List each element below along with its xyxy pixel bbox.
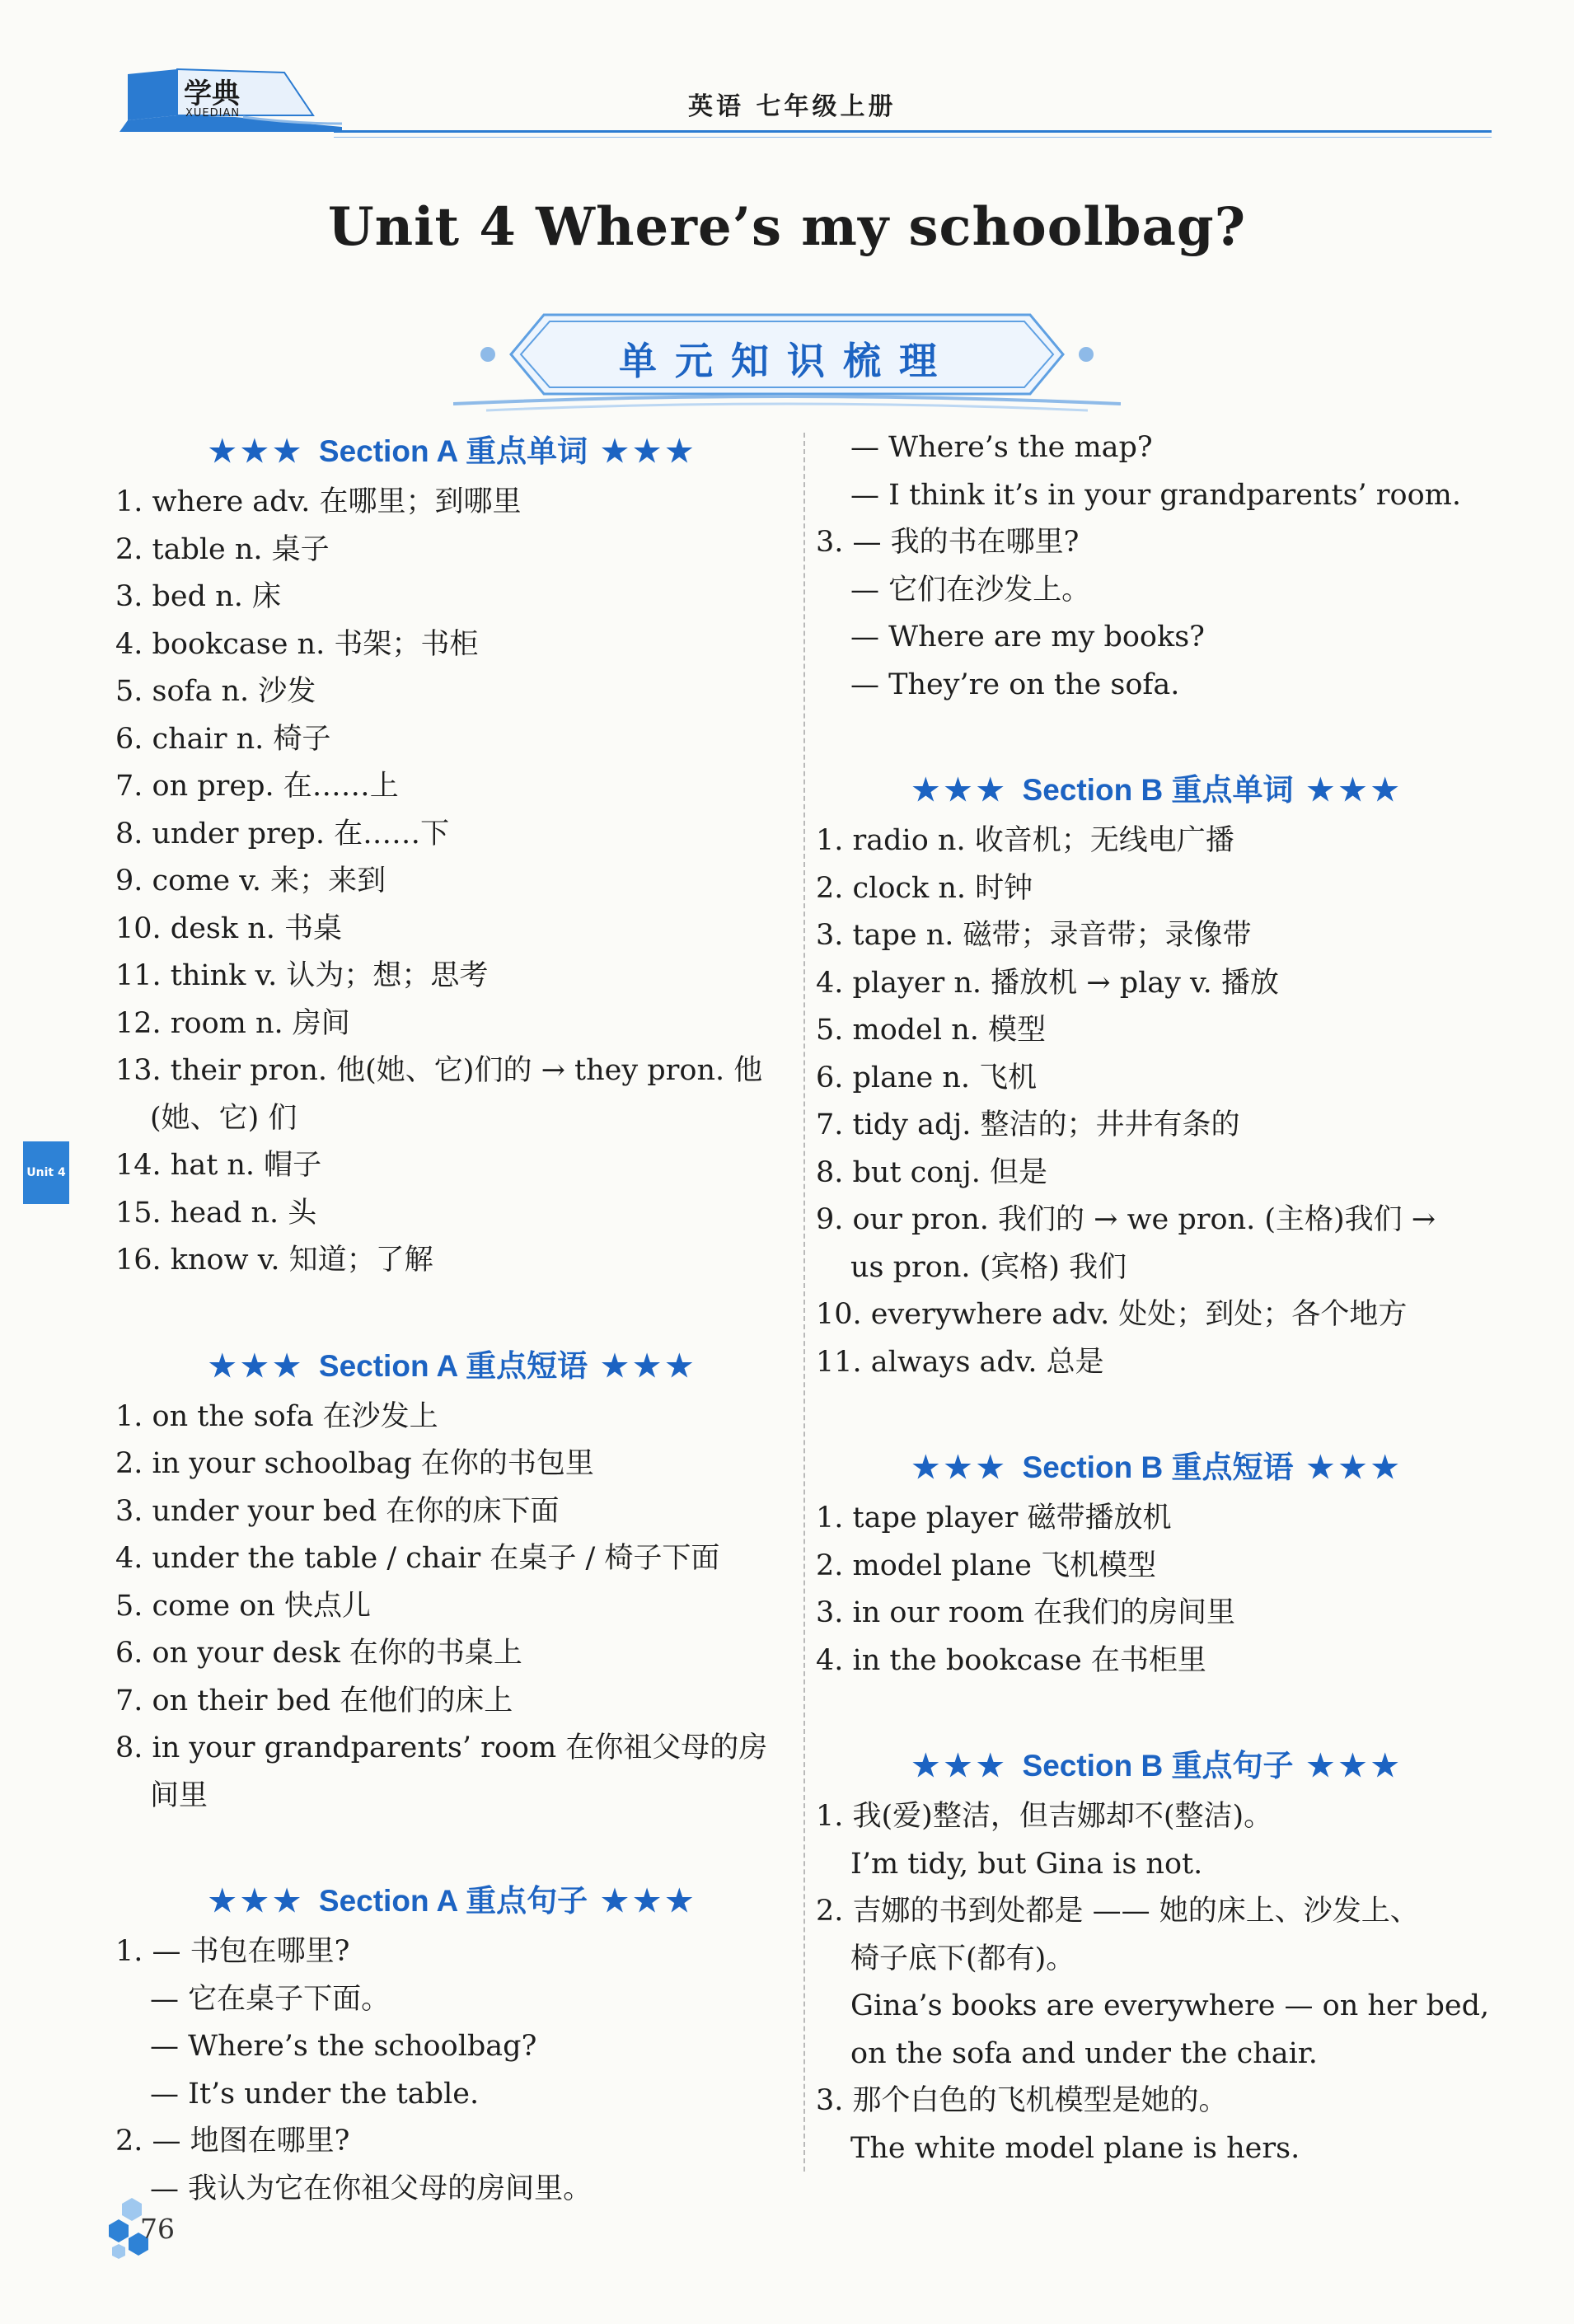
list-item: 8. under prep. 在……下: [115, 817, 450, 850]
list-item: 11. think v. 认为；想；思考: [115, 959, 489, 992]
star-icon: ★★★: [588, 1348, 698, 1383]
section-heading: [115, 424, 791, 479]
header-rule-thin: [334, 137, 1492, 138]
star-icon: ★★★: [1293, 1749, 1404, 1783]
list-item-continuation: us pron. (宾格) 我们: [850, 1250, 1127, 1284]
list-item-continuation: — 我认为它在你祖父母的房间里。: [150, 2172, 593, 2205]
section-heading: [816, 1739, 1500, 1793]
header-rule: [334, 130, 1492, 133]
list-item: 2. model plane 飞机模型: [816, 1549, 1157, 1582]
list-item: 7. tidy adj. 整洁的；井井有条的: [816, 1108, 1240, 1141]
list-item-continuation: — I think it’s in your grandparents’ room.: [850, 478, 1461, 512]
star-icon: ★★★: [911, 773, 1023, 807]
section-heading-text: Section A 重点单词: [318, 434, 588, 468]
list-item: 5. model n. 模型: [816, 1014, 1047, 1047]
list-item-continuation: — 它们在沙发上。: [850, 573, 1091, 607]
unit-title: Unit 4 Where’s my schoolbag?: [327, 196, 1247, 258]
list-item: 1. where adv. 在哪里；到哪里: [115, 485, 522, 518]
list-item-continuation: — Where’s the schoolbag?: [150, 2030, 537, 2063]
left-column: [115, 424, 791, 2213]
banner-title: 单元知识梳理: [619, 339, 955, 383]
list-item: 1. 我(爱)整洁，但吉娜却不(整洁)。: [816, 1800, 1273, 1833]
star-icon: ★★★: [1293, 773, 1404, 807]
list-item: 6. chair n. 椅子: [115, 722, 331, 756]
list-item-continuation: — Where’s the map?: [850, 431, 1153, 464]
list-item-continuation: I’m tidy, but Gina is not.: [850, 1847, 1203, 1881]
list-item: 12. room n. 房间: [115, 1006, 350, 1040]
star-icon: ★★★: [1293, 1450, 1404, 1484]
list-item: 7. on their bed 在他们的床上: [115, 1684, 513, 1717]
section-heading-text: Section B 重点句子: [1022, 1749, 1294, 1783]
star-icon: ★★★: [208, 1348, 319, 1383]
list-item: 4. in the bookcase 在书柜里: [816, 1643, 1206, 1677]
list-item: 3. 那个白色的飞机模型是她的。: [816, 2084, 1228, 2117]
list-item: 2. clock n. 时钟: [816, 871, 1033, 905]
section-heading-text: Section B 重点单词: [1022, 773, 1294, 807]
list-item: 3. bed n. 床: [115, 580, 281, 613]
list-item: 3. — 我的书在哪里?: [816, 526, 1080, 559]
list-item: 5. come on 快点儿: [115, 1589, 371, 1623]
list-item: 9. come v. 来；来到: [115, 864, 386, 897]
list-item: 2. in your schoolbag 在你的书包里: [115, 1447, 594, 1480]
column-divider: [803, 433, 805, 2172]
list-item: 2. table n. 桌子: [115, 532, 330, 566]
list-item-continuation: (她、它) 们: [150, 1101, 297, 1135]
list-item: 1. on the sofa 在沙发上: [115, 1399, 438, 1433]
star-icon: ★★★: [208, 1884, 319, 1918]
list-item-continuation: on the sofa and under the chair.: [850, 2036, 1318, 2070]
section-heading-text: Section A 重点句子: [318, 1884, 588, 1918]
star-icon: ★★★: [588, 434, 698, 468]
logo-subtitle: XUEDIAN: [185, 107, 241, 119]
section-heading: [115, 1339, 791, 1394]
list-item: 1. tape player 磁带播放机: [816, 1502, 1172, 1534]
spacer: [816, 1386, 1500, 1441]
spacer: [115, 1285, 791, 1339]
star-icon: ★★★: [911, 1450, 1023, 1484]
list-item: 14. hat n. 帽子: [115, 1149, 322, 1182]
section-heading: [816, 763, 1500, 818]
section-heading: [115, 1874, 791, 1928]
list-item: 4. player n. 播放机 → play v. 播放: [816, 966, 1279, 1000]
list-item: 1. — 书包在哪里?: [115, 1935, 350, 1968]
section-heading: [816, 1441, 1500, 1495]
book-title: 英语 七年级上册: [688, 92, 897, 121]
list-item: 9. our pron. 我们的 → we pron. (主格)我们 →: [816, 1203, 1436, 1236]
list-item: 6. on your desk 在你的书桌上: [115, 1637, 522, 1670]
star-icon: ★★★: [911, 1749, 1023, 1783]
unit-side-tab: Unit 4: [23, 1141, 69, 1204]
logo-text: 学典: [184, 77, 240, 110]
list-item: 3. in our room 在我们的房间里: [816, 1596, 1236, 1629]
page-number: 76: [140, 2213, 175, 2245]
list-item: 3. tape n. 磁带；录音带；录像带: [816, 919, 1252, 952]
list-item: 10. desk n. 书桌: [115, 911, 342, 945]
spacer: [115, 1820, 791, 1874]
list-item-continuation: — It’s under the table.: [150, 2077, 480, 2111]
list-item-continuation: The white model plane is hers.: [850, 2131, 1300, 2165]
right-column: [816, 424, 1500, 2172]
list-item-continuation: — Where are my books?: [850, 621, 1205, 654]
page-header: [119, 66, 1492, 148]
section-heading-text: Section A 重点短语: [318, 1348, 588, 1383]
list-item: 11. always adv. 总是: [816, 1345, 1104, 1379]
list-item: 2. — 地图在哪里?: [115, 2125, 350, 2158]
list-item: 2. 吉娜的书到处都是 —— 她的床上、沙发上、: [816, 1895, 1419, 1928]
list-item: 7. on prep. 在……上: [115, 770, 399, 803]
list-item: 3. under your bed 在你的床下面: [115, 1494, 560, 1528]
spacer: [816, 1684, 1500, 1739]
list-item: 16. know v. 知道；了解: [115, 1244, 433, 1277]
list-item-continuation: 间里: [150, 1778, 208, 1812]
star-icon: ★★★: [208, 434, 319, 468]
list-item: 1. radio n. 收音机；无线电广播: [816, 824, 1234, 857]
list-item: 13. their pron. 他(她、它)们的 → they pron. 他: [115, 1054, 763, 1087]
list-item: 15. head n. 头: [115, 1196, 317, 1230]
list-item-continuation: — 它在桌子下面。: [150, 1982, 391, 2016]
section-heading-text: Section B 重点短语: [1022, 1450, 1294, 1484]
section-banner: [453, 297, 1121, 412]
star-icon: ★★★: [588, 1884, 698, 1918]
list-item: 8. in your grandparents’ room 在你祖父母的房: [115, 1731, 768, 1764]
list-item: 8. but conj. 但是: [816, 1155, 1047, 1189]
list-item-continuation: 椅子底下(都有)。: [850, 1942, 1075, 1975]
list-item-continuation: Gina’s books are everywhere — on her bed,: [850, 1989, 1490, 2022]
list-item: 4. under the table / chair 在桌子 / 椅子下面: [115, 1542, 720, 1575]
list-item-continuation: — They’re on the sofa.: [850, 668, 1180, 701]
list-item: 10. everywhere adv. 处处；到处；各个地方: [816, 1298, 1408, 1331]
spacer: [816, 709, 1500, 763]
list-item: 5. sofa n. 沙发: [115, 675, 316, 708]
list-item: 6. plane n. 飞机: [816, 1061, 1038, 1094]
list-item: 4. bookcase n. 书架；书柜: [115, 627, 479, 661]
